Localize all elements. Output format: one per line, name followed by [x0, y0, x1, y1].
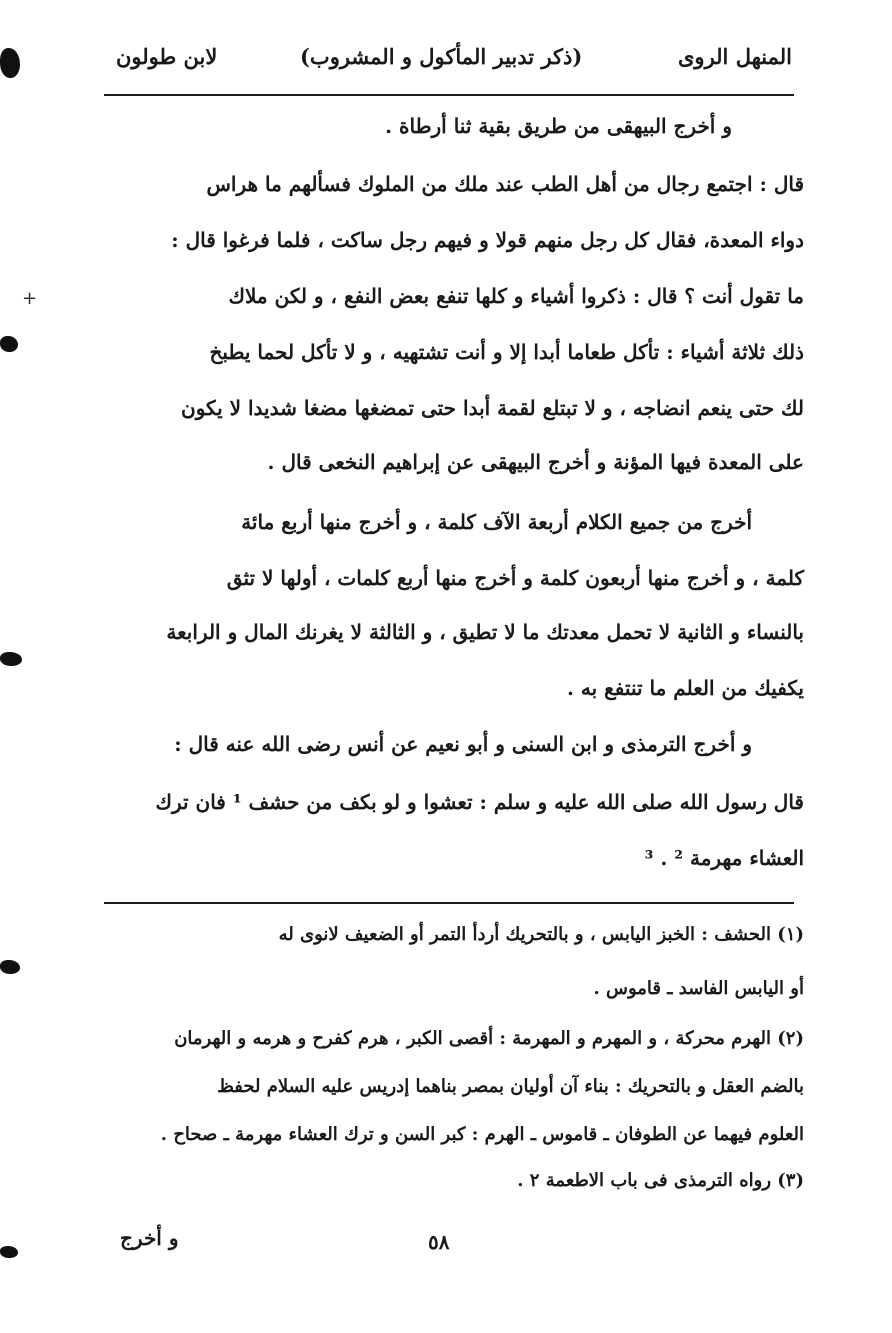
- ink-blot: [0, 1246, 18, 1258]
- ink-blot: [0, 48, 20, 78]
- body-line: و أخرج الترمذى و ابن السنى و أبو نعيم عن أنس رضى الله عنه قال :: [174, 732, 752, 756]
- body-line: بالنساء و الثانية لا تحمل معدتك ما لا تطيق ، و الثالثة لا يغرنك المال و الرابعة: [166, 620, 804, 644]
- header-chapter-title: (ذكر تدبير المأكول و المشروب): [300, 44, 583, 69]
- body-line: يكفيك من العلم ما تنتفع به .: [566, 676, 804, 700]
- footnote-line: (١) الحشف : الخبز اليابس ، و بالتحريك أردأ التمر أو الضعيف لانوى له: [278, 924, 804, 945]
- margin-cross-mark: +: [22, 288, 38, 309]
- ink-blot: [0, 652, 22, 666]
- body-line: و أخرج البيهقى من طريق بقية ثنا أرطاة .: [385, 114, 732, 138]
- footnote-line: بالضم العقل و بالتحريك : بناء آن أوليان بمصر بناهما إدريس عليه السلام لحفظ: [217, 1076, 804, 1097]
- body-line: ما تقول أنت ؟ قال : ذكروا أشياء و كلها تنفع بعض النفع ، و لكن ملاك: [228, 284, 804, 308]
- body-line: لك حتى ينعم انضاجه ، و لا تبتلع لقمة أبدا حتى تمضغها مضغا شديدا لا يكون: [181, 396, 804, 420]
- body-line: كلمة ، و أخرج منها أربعون كلمة و أخرج منها أربع كلمات ، أولها لا تثق: [226, 566, 804, 590]
- body-line: قال : اجتمع رجال من أهل الطب عند ملك من الملوك فسألهم ما هراس: [206, 172, 804, 196]
- header-rule: [104, 94, 794, 96]
- ink-blot: [0, 336, 18, 352]
- footnote-line: (٣) رواه الترمذى فى باب الاطعمة ٢ .: [517, 1170, 804, 1191]
- body-line: قال رسول الله صلى الله عليه و سلم : تعشوا و لو بكف من حشف ¹ فان ترك: [155, 790, 804, 814]
- header-author: لابن طولون: [116, 44, 218, 69]
- footnote-line: العلوم فيهما عن الطوفان ـ قاموس ـ الهرم : كبر السن و ترك العشاء مهرمة ـ صحاح .: [160, 1124, 804, 1145]
- body-line: على المعدة فيها المؤنة و أخرج البيهقى عن إبراهيم النخعى قال .: [267, 450, 804, 474]
- body-line: دواء المعدة، فقال كل رجل منهم قولا و فيهم رجل ساكت ، فلما فرغوا قال :: [171, 228, 804, 252]
- footnote-line: أو اليابس الفاسد ـ قاموس .: [593, 978, 804, 999]
- page-number: ٥٨: [428, 1230, 450, 1254]
- body-line: العشاء مهرمة ² . ³: [644, 846, 804, 870]
- body-line: ذلك ثلاثة أشياء : تأكل طعاما أبدا إلا و أنت تشتهيه ، و لا تأكل لحما يطبخ: [209, 340, 804, 364]
- footnote-line: (٢) الهرم محركة ، و المهرم و المهرمة : أقصى الكبر ، هرم كفرح و هرمه و الهرمان: [174, 1028, 804, 1049]
- ink-blot: [0, 960, 20, 974]
- body-line: أخرج من جميع الكلام أربعة الآف كلمة ، و أخرج منها أربع مائة: [241, 510, 752, 534]
- catchword: و أخرج: [120, 1226, 179, 1250]
- footnote-rule: [104, 902, 794, 904]
- header-book-title: المنهل الروى: [677, 44, 792, 69]
